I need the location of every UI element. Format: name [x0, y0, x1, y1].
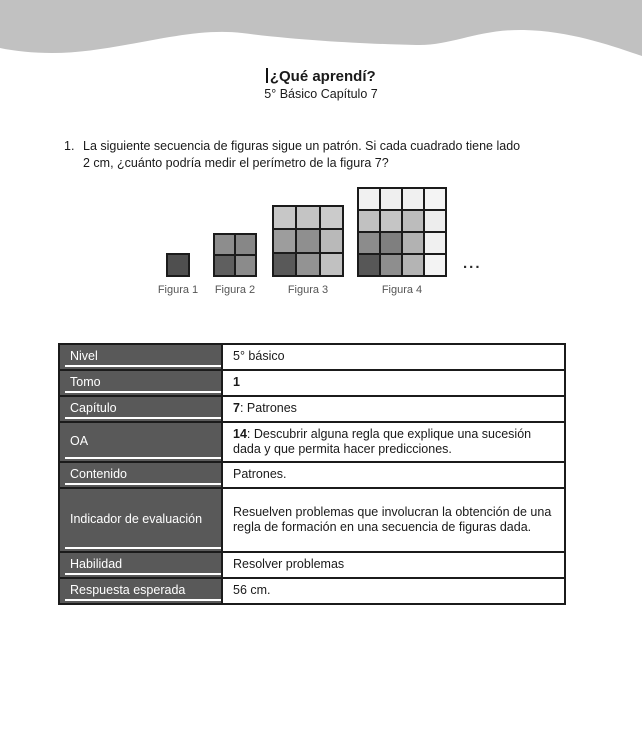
grid-cell: [403, 189, 423, 209]
label-text: Tomo: [70, 375, 101, 390]
row-value-respuesta: [222, 578, 565, 604]
grid-cell: [381, 211, 401, 231]
grid-cell: [321, 207, 342, 228]
grid-cell: [236, 256, 255, 275]
figura-2-grid: [213, 233, 257, 277]
label-text: OA: [70, 434, 89, 449]
text-cursor: [266, 68, 268, 83]
grid-cell: [274, 254, 295, 275]
label-text: Respuesta esperada: [70, 583, 186, 598]
grid-cell: [381, 233, 401, 253]
grid-cell: [359, 255, 379, 275]
figura-3-label: Figura 3: [287, 284, 329, 296]
row-label-tomo: [59, 370, 222, 396]
row-label-nivel: [59, 344, 222, 370]
grid-cell: [274, 207, 295, 228]
decorative-wave-banner: [0, 0, 642, 60]
row-label-contenido: [59, 462, 222, 488]
question-text: [83, 138, 520, 171]
grid-cell: [321, 254, 342, 275]
grid-cell: [297, 207, 318, 228]
value-text: Resuelven problemas que involucran la obtención de una regla de formación en una secuencia de figuras dada.: [233, 504, 552, 534]
label-text: Capítulo: [70, 401, 117, 416]
grid-cell: [297, 230, 318, 251]
grid-cell: [381, 189, 401, 209]
page-title: [0, 68, 642, 86]
value-bold: 7: [233, 401, 240, 416]
table-row: [59, 578, 565, 604]
grid-cell: [215, 235, 234, 254]
table-row: [59, 396, 565, 422]
grid-cell: [359, 233, 379, 253]
grid-cell: [425, 211, 445, 231]
grid-cell: [425, 233, 445, 253]
table-row: [59, 552, 565, 578]
row-label-respuesta: [59, 578, 222, 604]
row-value-habilidad: [222, 552, 565, 578]
grid-cell: [297, 254, 318, 275]
row-value-tomo: [222, 370, 565, 396]
question-line-2: 2 cm, ¿cuánto podría medir el perímetro de la figura 7?: [83, 155, 389, 170]
table-row: [59, 462, 565, 488]
value-text: Resolver problemas: [233, 557, 345, 572]
grid-cell: [403, 255, 423, 275]
value-text: 56 cm.: [233, 583, 271, 598]
grid-cell: [425, 189, 445, 209]
row-value-contenido: [222, 462, 565, 488]
value-bold: 14: [233, 426, 247, 441]
row-value-capitulo: [222, 396, 565, 422]
value-text: Patrones.: [233, 467, 287, 482]
metadata-table: [58, 343, 566, 605]
grid-cell: [381, 255, 401, 275]
figura-3-grid: [272, 205, 344, 277]
page-header: [0, 68, 642, 102]
figura-4-grid: [357, 187, 447, 277]
table-row: [59, 344, 565, 370]
value-text: : Patrones: [239, 401, 297, 416]
row-value-indicador: [222, 488, 565, 552]
grid-cell: [215, 256, 234, 275]
value-text: : Descubrir alguna regla que explique una sucesión dada y que permita hacer predicciones.: [233, 426, 532, 456]
grid-cell: [321, 230, 342, 251]
figura-1-label: Figura 1: [157, 284, 199, 296]
grid-cell: [274, 230, 295, 251]
question-1: [64, 138, 584, 171]
grid-cell: [359, 211, 379, 231]
value-text: 5° básico: [233, 349, 285, 364]
label-text: Nivel: [70, 349, 98, 364]
row-label-capitulo: [59, 396, 222, 422]
page-title-text: ¿Qué aprendí?: [269, 68, 376, 85]
row-value-oa: [222, 422, 565, 462]
label-text: Habilidad: [70, 557, 123, 572]
row-label-habilidad: [59, 552, 222, 578]
sequence-ellipsis: ...: [463, 255, 482, 272]
table-row: [59, 422, 565, 462]
label-text: Contenido: [70, 467, 127, 482]
row-label-oa: [59, 422, 222, 462]
table-row: [59, 488, 565, 552]
row-label-indicador: [59, 488, 222, 552]
grid-cell: [168, 255, 188, 275]
row-value-nivel: [222, 344, 565, 370]
value-bold: 1: [233, 375, 240, 390]
page-subtitle: 5° Básico Capítulo 7: [264, 87, 378, 101]
grid-cell: [425, 255, 445, 275]
figura-4-label: Figura 4: [381, 284, 423, 296]
question-line-1: La siguiente secuencia de figuras sigue un patrón. Si cada cuadrado tiene lado: [83, 139, 521, 153]
figura-2-label: Figura 2: [214, 284, 256, 296]
grid-cell: [403, 233, 423, 253]
grid-cell: [359, 189, 379, 209]
table-row: [59, 370, 565, 396]
label-text: Indicador de evaluación: [70, 512, 203, 527]
figura-1-grid: [166, 253, 190, 277]
question-number: 1.: [64, 139, 75, 153]
grid-cell: [403, 211, 423, 231]
grid-cell: [236, 235, 255, 254]
